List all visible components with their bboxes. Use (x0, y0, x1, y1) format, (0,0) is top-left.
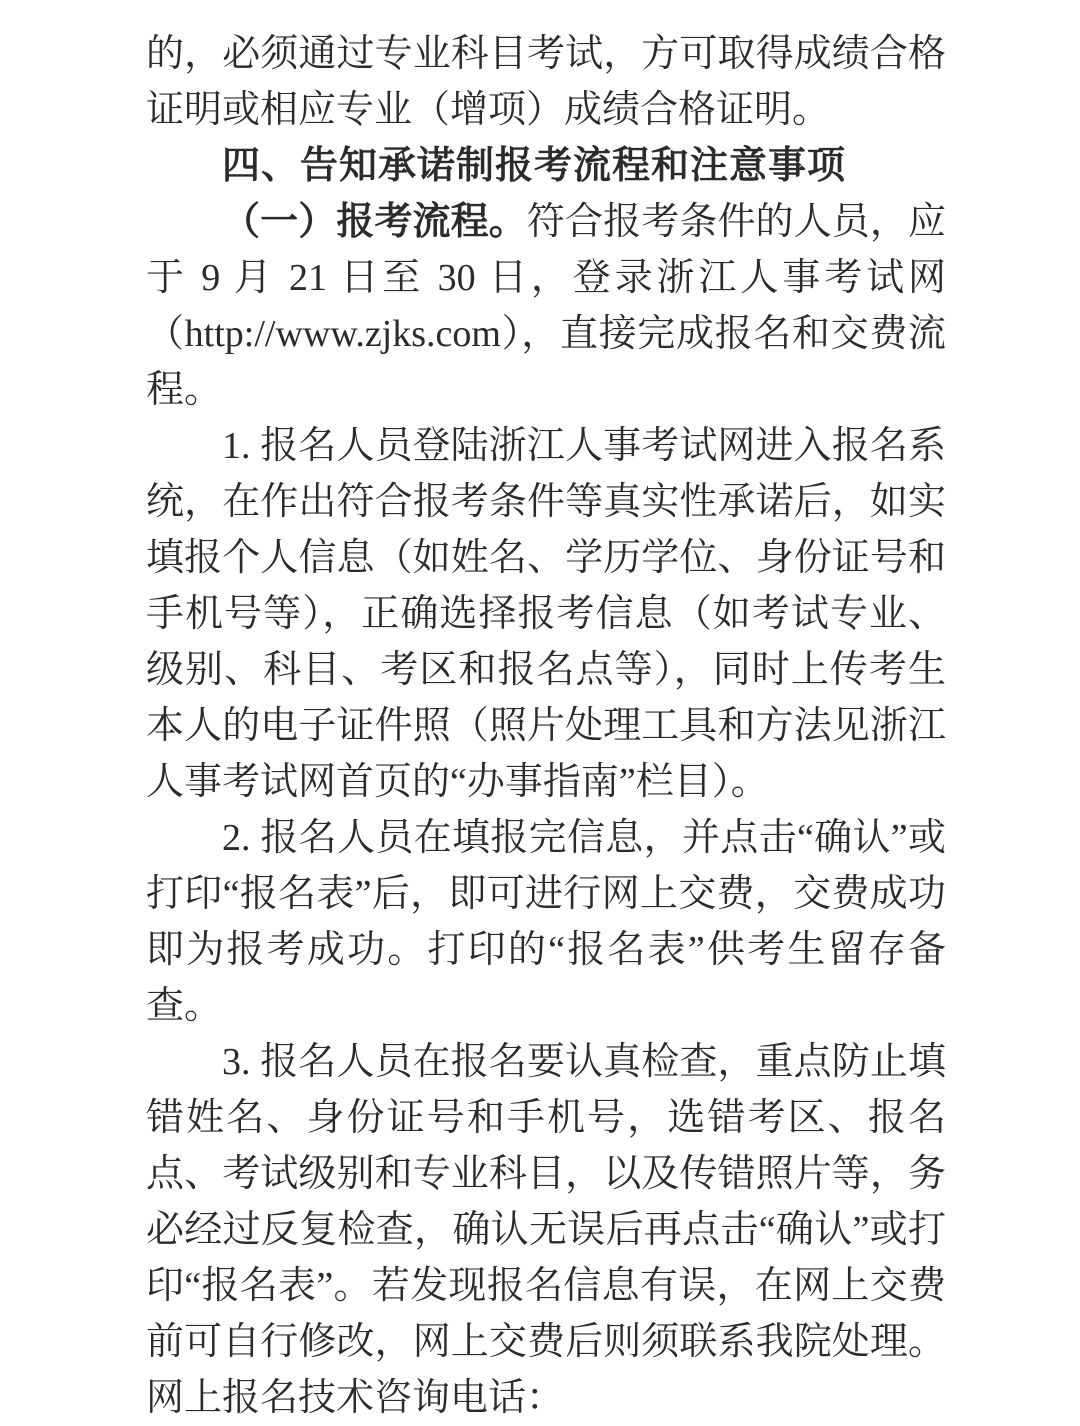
paragraph-step-2: 2. 报名人员在填报完信息，并点击“确认”或打印“报名表”后，即可进行网上交费，交费成功即为报考成功。打印的“报名表”供考生留存备查。 (146, 817, 946, 1027)
paragraph-bold-lead: （一）报考流程。 (222, 201, 527, 243)
section-heading: 四、告知承诺制报考流程和注意事项 (222, 145, 847, 187)
paragraph-step-3: 3. 报名人员在报名要认真检查，重点防止填错姓名、身份证号和手机号，选错考区、报名点、考试级别和专业科目，以及传错照片等，务必经过反复检查，确认无误后再点击“确认”或打印“报名表”。若发现报名信息有误，在网上交费前可自行修改，网上交费后则须联系我院处理。网上报名技术咨询电话： (146, 1041, 946, 1419)
paragraph-registration-process (146, 194, 946, 418)
paragraph-continuation: 的，必须通过专业科目考试，方可取得成绩合格证明或相应专业（增项）成绩合格证明。 (146, 33, 946, 131)
paragraph-body-text: 符合报考条件的人员，应于 9 月 21 日至 30 日，登录浙江人事考试网（http://www.zjks.com），直接完成报名和交费流程。 (146, 201, 946, 411)
paragraph-step-1: 1. 报名人员登陆浙江人事考试网进入报名系统，在作出符合报考条件等真实性承诺后，如实填报个人信息（如姓名、学历学位、身份证号和手机号等），正确选择报考信息（如考试专业、级别、科目、考区和报名点等），同时上传考生本人的电子证件照（照片处理工具和方法见浙江人事考试网首页的“办事指南”栏目）。 (146, 425, 946, 803)
